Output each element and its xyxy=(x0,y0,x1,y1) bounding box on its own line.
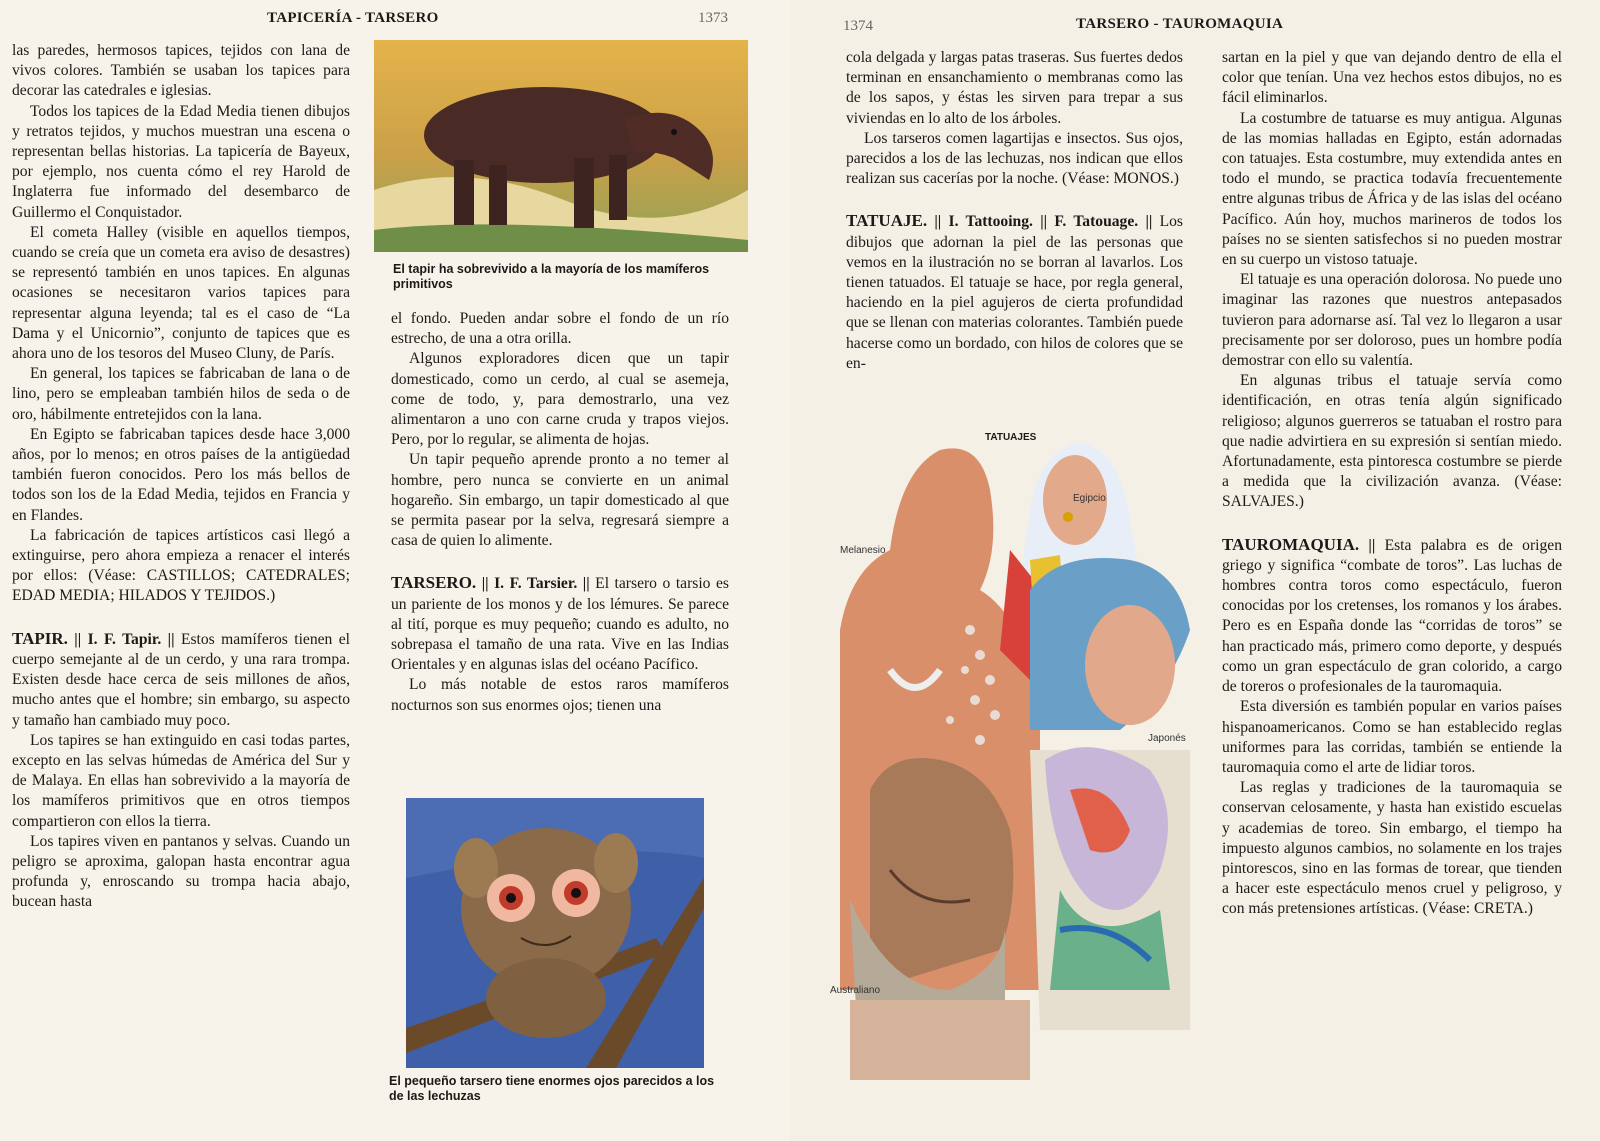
tapir-illustration xyxy=(374,40,748,252)
running-header: TAPICERÍA - TARSERO xyxy=(267,10,439,26)
running-header: TARSERO - TAUROMAQUIA xyxy=(1076,16,1284,32)
paragraph: sartan en la piel y que van dejando dentro de ella el color que tenían. Una vez hechos estos dibujos, no es fácil eliminarlos. xyxy=(1222,49,1562,107)
tattoos-illustration xyxy=(830,430,1200,1130)
entry-tapir xyxy=(12,629,350,731)
headword: TAUROMAQUIA. xyxy=(1222,534,1360,554)
page-number: 1374 xyxy=(843,18,873,34)
tarsier-caption: El pequeño tarsero tiene enormes ojos parecidos a los de las lechuzas xyxy=(389,1074,715,1103)
paragraph: las paredes, hermosos tapices, tejidos con lana de vivos colores. También se usaban los tapices para decorar las catedrales e iglesias. xyxy=(12,42,350,100)
paragraph: La fabricación de tapices artísticos casi llegó a extinguirse, pero ahora empieza a renacer el interés por ellos: (Véase: CASTILLOS; CATEDRALES; EDAD MEDIA; HILADOS Y TEJIDOS.) xyxy=(12,526,350,605)
entry-text: El tarsero o tarsio es un pariente de los monos y de los lémures. Se parece al tití, porque es muy pequeño; cuando es adulto, no sobrepasa el tamaño de una rata. Vive en las Indias Orientales y en algunas islas del océano Pacífico. xyxy=(391,575,729,674)
left-column-1 xyxy=(12,41,350,913)
left-column-2 xyxy=(391,309,729,716)
paragraph: Los tapires viven en pantanos y selvas. Cuando un peligro se aproxima, galopan hasta encontrar agua profunda y, enroscando su trompa hacia abajo, bucean hasta xyxy=(12,832,350,911)
entry-tatuaje xyxy=(846,211,1183,374)
right-page xyxy=(790,0,1600,1141)
paragraph: Las reglas y tradiciones de la tauromaquia se conservan celosamente, y hasta han existido escuelas y academias de toreo. Sin embargo, el tiempo ha impuesto algunos cambios, no solamente en los trajes pintorescos, sino en las formas de torear, que tienden a hacer este espectáculo menos cruel y peligroso, y con más pretensiones artísticas. (Véase: CRETA.) xyxy=(1222,779,1562,918)
label-australiano: Australiano xyxy=(830,985,881,996)
paragraph: Algunos exploradores dicen que un tapir domesticado, como un cerdo, al cual se asemeja, come de todo, y, para demostrarlo, una vez alimentaron a uno con carne cruda y trapos viejos. Pero, por lo regular, se alimenta de hojas. xyxy=(391,350,729,449)
entry-terms: || I. Tattooing. || F. Tatouage. || xyxy=(927,213,1160,231)
paragraph: Lo más notable de estos raros mamíferos nocturnos son sus enormes ojos; tienen una xyxy=(391,676,729,714)
entry-terms: || I. F. Tapir. || xyxy=(67,630,181,648)
tapir-caption: El tapir ha sobrevivido a la mayoría de los mamíferos primitivos xyxy=(393,262,710,291)
entry-text: Esta palabra es de origen griego y significa “combate de toros”. Las luchas de hombres contra toros como espectáculo, fueron conocidas por los cretenses, los romanos y los árabes. Pero es en España donde las “corridas de toros” se han practicado más, primero como deporte, y después como un gran espectáculo de gran colorido, a cargo de toreros o profesionales de la tauromaquia. xyxy=(1222,536,1562,696)
label-japones: Japonés xyxy=(1148,733,1186,744)
right-column-1 xyxy=(846,48,1183,374)
headword: TARSERO. xyxy=(391,573,477,593)
paragraph: El tatuaje es una operación dolorosa. No puede uno imaginar las razones que nuestros antepasados tuvieron para adornarse así. Tal vez lo llegaron a usar precisamente por ser doloroso, pues un hombre podía demostrar con ello su valentía. xyxy=(1222,271,1562,370)
right-column-2 xyxy=(1222,48,1562,920)
headword: TAPIR. xyxy=(12,628,68,648)
paragraph: En Egipto se fabricaban tapices desde hace 3,000 años, por lo menos; en otros países de la antigüedad también fueron conocidos. Pero los más bellos de todos son los de la Edad Media, tejidos en Francia y en Flandes. xyxy=(12,425,350,524)
tarsier-illustration xyxy=(406,798,704,1068)
paragraph: En algunas tribus el tatuaje servía como identificación, en otras tenía algún significado religioso; algunos guerreros se tatuaban el rostro para que nadie advirtiera en su expresión si sentían miedo. Afortunadamente, esta pintoresca costumbre se pierde a medida que la civilización avanza. (Véase: SALVAJES.) xyxy=(1222,372,1562,511)
paragraph: La costumbre de tatuarse es muy antigua. Algunas de las momias halladas en Egipto, están adornadas con tatuajes. Esta costumbre, muy extendida antes en todo el mundo, se practica todavía frecuentemente entre algunas tribus de África y de las islas del océano Pacífico. Aún hoy, muchos marineros de todos los países no se sienten satisfechos si no pueden mostrar en su cuerpo un vistoso tatuaje. xyxy=(1222,109,1562,269)
paragraph: Esta diversión es también popular en varios países hispanoamericanos. Como se han establecido reglas uniformes para las corridas, también se entiende la tauromaquia como el arte de lidiar toros. xyxy=(1222,698,1562,776)
paragraph: El cometa Halley (visible en aquellos tiempos, cuando se creía que un cometa era aviso de desastres) se representó también en unos tapices. En algunas ocasiones se necesitaron varios tapices para representar alguna leyenda; tal es el caso de “La Dama y el Unicornio”, conjunto de tapices que es ahora uno de los tesoros del Museo Cluny, de París. xyxy=(12,223,350,363)
paragraph: el fondo. Pueden andar sobre el fondo de un río estrecho, de una a otra orilla. xyxy=(391,310,729,348)
paragraph: Los tarseros comen lagartijas e insectos. Sus ojos, parecidos a los de las lechuzas, nos indican que ellos realizan sus cacerías por la noche. (Véase: MONOS.) xyxy=(846,129,1183,188)
page-number: 1373 xyxy=(698,10,728,26)
paragraph: En general, los tapices se fabricaban de lana o de lino, pero se empleaban también hilos de seda o de oro, hábilmente entretejidos con la lana. xyxy=(12,365,350,423)
entry-terms: || I. F. Tarsier. || xyxy=(476,575,596,593)
paragraph: Un tapir pequeño aprende pronto a no temer al hombre, pero nunca se convierte en un animal hogareño. Sin embargo, un tapir domesticado al que se permita pasear por la selva, regresará siempre a casa de quien lo alimente. xyxy=(391,451,729,550)
paragraph: cola delgada y largas patas traseras. Sus fuertes dedos terminan en ensanchamiento o membranas como las de los sapos, y éstas les sirven para trepar a sus viviendas en lo alto de los árboles. xyxy=(846,49,1183,127)
entry-tauromaquia xyxy=(1222,535,1562,698)
tapir-image xyxy=(374,40,748,252)
tattoos-image xyxy=(830,430,1200,1130)
label-egipcio: Egipcio xyxy=(1073,493,1106,504)
left-page xyxy=(0,0,790,1141)
entry-terms: || xyxy=(1359,536,1385,554)
entry-tarsero xyxy=(391,573,729,675)
headword: TATUAJE. xyxy=(846,211,928,231)
entry-text: Los dibujos que adornan la piel de las personas que vemos en la ilustración no se borran al lavarlos. Los tienen tatuados. El tatuaje se hace, por regla general, haciendo en la piel agujeros de cierta profundidad que se llenan con materias colorantes. También puede hacerse como un bordado, con hilos de colores que se en- xyxy=(846,213,1183,372)
tarsier-image xyxy=(406,798,704,1068)
entry-text: Estos mamíferos tienen el cuerpo semejante al de un cerdo, y una rara trompa. Existen desde hace cerca de seis millones de años, mucho antes que el hombre; sin embargo, su aspecto y tamaño han cambiado muy poco. xyxy=(12,630,351,729)
paragraph: Los tapires se han extinguido en casi todas partes, excepto en las selvas húmedas de América del Sur y de Malaya. En ellas han sobrevivido a la mayoría de los mamíferos primitivos que en otros tiempos compartieron con ellos la tierra. xyxy=(12,731,350,830)
figure-title: TATUAJES xyxy=(985,432,1037,443)
paragraph: Todos los tapices de la Edad Media tienen dibujos y retratos tejidos, y muchos muestran una escena o representan bellas historias. La tapicería de Bayeux, por ejemplo, nos cuenta cómo el rey Harold de Inglaterra fue informado del desembarco de Guillermo el Conquistador. xyxy=(12,102,350,221)
label-melanesio: Melanesio xyxy=(840,545,886,556)
